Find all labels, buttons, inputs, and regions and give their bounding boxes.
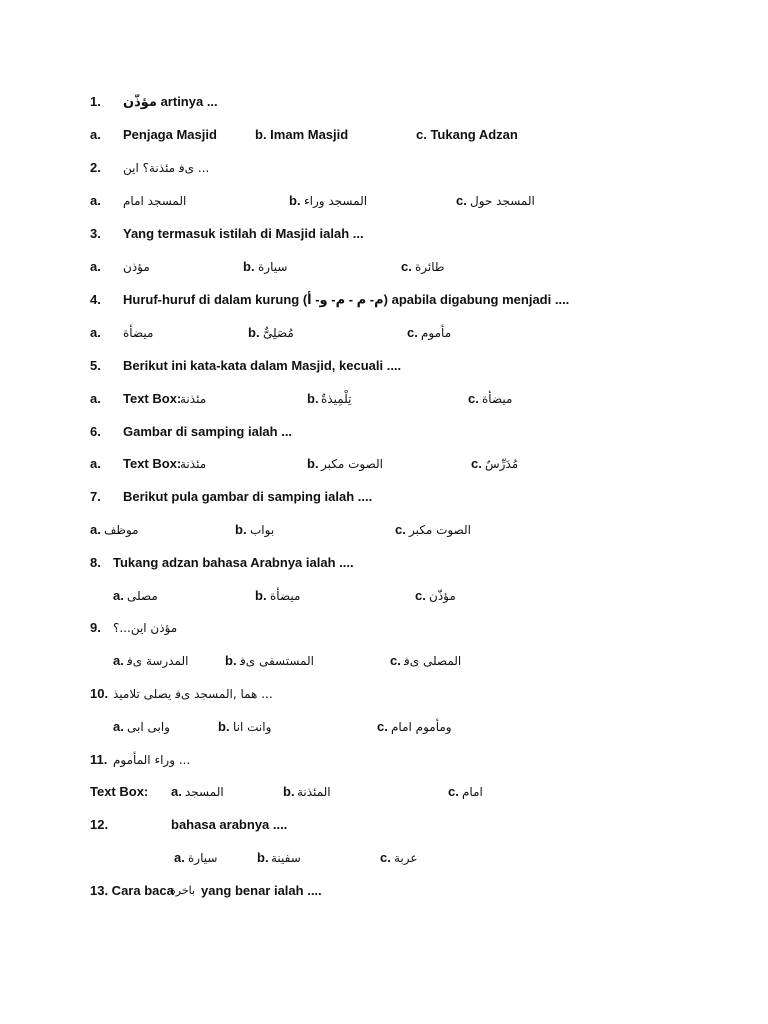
question-text: ﻯﻓ مئذنة؟ اين ... bbox=[123, 161, 210, 175]
option-a-text: موظف bbox=[104, 523, 139, 537]
options-7 bbox=[0, 520, 768, 540]
question-text-end: yang benar ialah .... bbox=[201, 883, 322, 898]
option-c-label: c. bbox=[390, 653, 401, 668]
option-b-label: b. bbox=[255, 588, 267, 603]
option-c-label: c. bbox=[415, 588, 426, 603]
option-b-label: b. bbox=[307, 456, 319, 471]
option-c-label: c. bbox=[395, 522, 406, 537]
option-a-text: مؤذن bbox=[123, 260, 150, 274]
question-text-arabic: باخرة bbox=[170, 884, 196, 897]
options-10 bbox=[0, 717, 768, 737]
option-c-text: ميضأة bbox=[482, 392, 513, 406]
question-number: 7. bbox=[90, 489, 101, 504]
option-a-label: a. bbox=[90, 325, 101, 340]
options-6 bbox=[0, 454, 768, 474]
option-b-text: b. Imam Masjid bbox=[255, 127, 349, 142]
option-b-text: سفينة bbox=[271, 851, 301, 865]
option-a-arabic: مئذنة bbox=[180, 392, 207, 406]
option-c-text: ومأموم امام bbox=[391, 720, 452, 734]
option-b-label: b. bbox=[248, 325, 260, 340]
option-a-label: a. bbox=[113, 653, 124, 668]
option-c-text: مؤذّن bbox=[429, 589, 456, 603]
option-a-text: المسجد bbox=[185, 785, 224, 799]
text-box-label: Text Box: bbox=[90, 784, 149, 799]
option-a-label: a. bbox=[113, 719, 124, 734]
option-c-text: الصوت مكبر bbox=[409, 523, 472, 537]
option-c-text: عربة bbox=[394, 851, 418, 865]
question-13 bbox=[0, 881, 768, 901]
option-a-arabic: مئذنة bbox=[180, 457, 207, 471]
option-b-text: سيارة bbox=[258, 260, 288, 274]
option-c-text: مُدَرِّسٌ bbox=[485, 457, 519, 471]
option-c-label: c. bbox=[377, 719, 388, 734]
question-text: Gambar di samping ialah ... bbox=[123, 424, 293, 439]
option-a-label: a. bbox=[90, 127, 101, 142]
question-number: 1. bbox=[90, 94, 101, 109]
question-number: 12. bbox=[90, 817, 109, 832]
option-c-text: امام bbox=[462, 785, 483, 799]
option-b-text: تِلْمِيذةٌ bbox=[321, 392, 352, 406]
option-b-label: b. bbox=[283, 784, 295, 799]
option-a-text: مصلى bbox=[127, 589, 158, 603]
options-12 bbox=[0, 848, 768, 868]
option-b-label: b. bbox=[257, 850, 269, 865]
option-b-label: b. bbox=[307, 391, 319, 406]
question-text: Yang termasuk istilah di Masjid ialah ... bbox=[123, 226, 364, 241]
option-a-label: a. bbox=[90, 259, 101, 274]
question-number: 10. bbox=[90, 686, 109, 701]
question-text: Tukang adzan bahasa Arabnya ialah .... bbox=[113, 555, 354, 570]
question-11 bbox=[0, 750, 768, 770]
question-12 bbox=[0, 815, 768, 835]
question-text: Huruf-huruf di dalam kurung (م- م - م- و- أ) apabila digabung menjadi .... bbox=[123, 292, 570, 307]
option-c-label: c. bbox=[380, 850, 391, 865]
question-number: 3. bbox=[90, 226, 101, 241]
option-c-text: المصلى ﻯﻓ bbox=[404, 654, 462, 668]
option-a-label: a. bbox=[90, 522, 101, 537]
option-a-text: Text Box: bbox=[123, 391, 182, 406]
question-number: 8. bbox=[90, 555, 101, 570]
question-text-start: 13. Cara baca bbox=[90, 883, 174, 898]
options-5 bbox=[0, 389, 768, 409]
option-c-label: c. bbox=[407, 325, 418, 340]
option-b-text: المسجد وراء bbox=[304, 194, 368, 208]
question-text: Berikut ini kata-kata dalam Masjid, kecuali .... bbox=[123, 358, 402, 373]
option-b-text: المئذنة bbox=[297, 785, 331, 799]
question-6 bbox=[0, 422, 768, 442]
question-text: مؤذّن artinya ... bbox=[123, 94, 218, 109]
question-text: Berikut pula gambar di samping ialah .... bbox=[123, 489, 373, 504]
options-3 bbox=[0, 257, 768, 277]
option-c-text: c. Tukang Adzan bbox=[416, 127, 518, 142]
option-a-label: a. bbox=[90, 456, 101, 471]
option-c-label: c. bbox=[468, 391, 479, 406]
option-c-text: مأموم bbox=[421, 326, 452, 340]
options-4 bbox=[0, 323, 768, 343]
option-a-text: وابى ابى bbox=[127, 720, 170, 734]
option-a-text: المدرسة ﻯﻓ bbox=[127, 654, 189, 668]
question-number: 11. bbox=[90, 752, 108, 767]
question-9 bbox=[0, 618, 768, 638]
question-8 bbox=[0, 553, 768, 573]
option-b-text: الصوت مكبر bbox=[321, 457, 384, 471]
option-b-label: b. bbox=[225, 653, 237, 668]
question-7 bbox=[0, 487, 768, 507]
question-number: 6. bbox=[90, 424, 101, 439]
option-a-label: a. bbox=[113, 588, 124, 603]
option-b-label: b. bbox=[289, 193, 301, 208]
question-number: 4. bbox=[90, 292, 101, 307]
option-a-text: Penjaga Masjid bbox=[123, 127, 217, 142]
question-4 bbox=[0, 290, 768, 310]
option-b-label: b. bbox=[235, 522, 247, 537]
option-a-text: سيارة bbox=[188, 851, 218, 865]
question-number: 2. bbox=[90, 160, 101, 175]
option-c-text: المسجد حول bbox=[470, 194, 535, 208]
question-1 bbox=[0, 92, 768, 112]
question-number: 9. bbox=[90, 620, 101, 635]
option-b-text: مُصَلِىٌّ bbox=[263, 326, 294, 340]
option-b-text: المستسفى ﻯﻓ bbox=[240, 654, 314, 668]
option-b-label: b. bbox=[218, 719, 230, 734]
option-b-label: b. bbox=[243, 259, 255, 274]
option-b-text: بواب bbox=[250, 523, 275, 537]
option-a-label: a. bbox=[174, 850, 185, 865]
option-b-text: ميضأة bbox=[270, 589, 301, 603]
question-text: bahasa arabnya .... bbox=[171, 817, 288, 832]
question-text: مؤذن اين...؟ bbox=[113, 621, 178, 635]
option-c-label: c. bbox=[471, 456, 482, 471]
option-c-label: c. bbox=[456, 193, 467, 208]
option-b-text: وانت انا bbox=[233, 720, 272, 734]
option-a-label: a. bbox=[90, 193, 101, 208]
option-c-text: طائرة bbox=[415, 260, 445, 274]
question-10 bbox=[0, 684, 768, 704]
question-text: هما ,المسجد ﻯﻓ يصلى تلاميذ ... bbox=[113, 687, 273, 701]
question-5 bbox=[0, 356, 768, 376]
question-number: 5. bbox=[90, 358, 101, 373]
option-a-text: المسجد امام bbox=[123, 194, 187, 208]
options-2 bbox=[0, 191, 768, 211]
options-8 bbox=[0, 586, 768, 606]
question-2 bbox=[0, 158, 768, 178]
options-11 bbox=[0, 782, 768, 802]
option-a-text: ميضأة bbox=[123, 326, 154, 340]
options-9 bbox=[0, 651, 768, 671]
question-3 bbox=[0, 224, 768, 244]
option-c-label: c. bbox=[401, 259, 412, 274]
option-a-text: Text Box: bbox=[123, 456, 182, 471]
question-text: وراء المأموم ... bbox=[113, 753, 191, 767]
option-a-label: a. bbox=[171, 784, 182, 799]
option-a-label: a. bbox=[90, 391, 101, 406]
option-c-label: c. bbox=[448, 784, 459, 799]
options-1 bbox=[0, 125, 768, 145]
